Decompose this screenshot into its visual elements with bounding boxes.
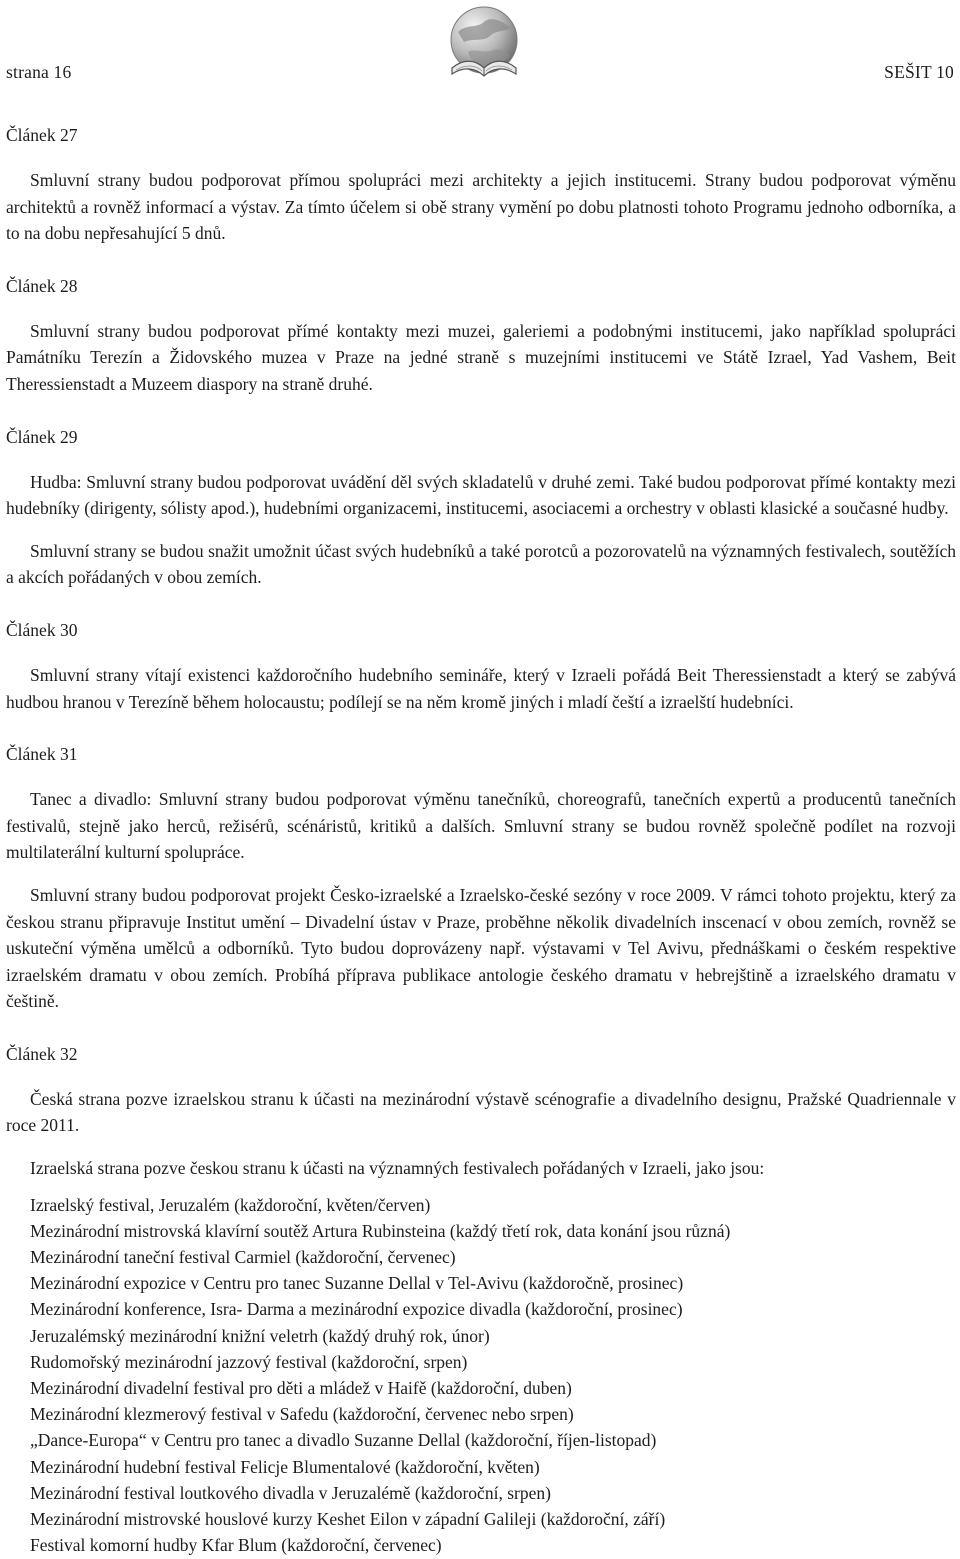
- article-31: [6, 741, 956, 1015]
- list-item: Mezinárodní klezmerový festival v Safedu (každoroční, červenec nebo srpen): [30, 1404, 574, 1425]
- list-item: Jeruzalémský mezinárodní knižní veletrh (každý druhý rok, únor): [30, 1325, 490, 1346]
- article-paragraph: Česká strana pozve izraelskou stranu k účasti na mezinárodní výstavě scénografie a divadelního designu, Pražské Quadriennale v roce 2011.: [6, 1088, 956, 1136]
- article-paragraph: Smluvní strany vítají existenci každoročního hudebního semináře, který v Izraeli pořádá Beit Theressienstadt a který se zabývá hudbou hranou v Terezíně během holocaustu; podílejí se na něm kromě jiných i mladí čeští a izraelští hudebníci.: [6, 664, 956, 712]
- list-item: Rudomořský mezinárodní jazzový festival (každoroční, srpen): [30, 1351, 468, 1372]
- article-paragraph: Hudba: Smluvní strany budou podporovat uvádění děl svých skladatelů v druhé zemi. Také budou podporovat přímé kontakty mezi hudebníky (dirigenty, sólisty apod.), hudebními organizacemi, institucemi, asociacemi a orchestry v oblasti klasické a současné hudby.: [6, 471, 956, 519]
- issue-label: SEŠIT 10: [884, 62, 954, 82]
- article-paragraph: Smluvní strany budou podporovat přímou spolupráci mezi architekty a jejich institucemi. Strany budou podporovat výměnu architektů a rovněž informací a výstav. Za tímto účelem si obě strany vymění po dobu platnosti tohoto Programu jednoho odborníka, a to na dobu nepřesahující 5 dnů.: [6, 170, 956, 244]
- article-heading: Článek 27: [6, 125, 78, 145]
- article-32: [6, 1041, 956, 1559]
- article-heading: Článek 31: [6, 744, 78, 765]
- list-item: Izraelský festival, Jeruzalém (každoroční, květen/červen): [30, 1194, 431, 1215]
- list-item: Mezinárodní divadelní festival pro děti a mládež v Haifě (každoroční, duben): [30, 1378, 572, 1399]
- globe-book-icon: [444, 2, 524, 84]
- article-paragraph: Tanec a divadlo: Smluvní strany budou podporovat výměnu tanečníků, choreografů, tanečních expertů a producentů tanečních festivalů, stejně jako herců, režisérů, scénáristů, kritiků a dalších. Smluvní strany se budou rovněž společně podílet na rozvoji multilaterální kulturní spolupráce.: [6, 789, 956, 863]
- document-body: [6, 122, 956, 1559]
- article-paragraph: Smluvní strany budou podporovat přímé kontakty mezi muzei, galeriemi a podobnými institucemi, jako například spolupráci Památníku Terezín a Židovského muzea v Praze na jedné straně s muzejními institucemi ve Státě Izrael, Yad Vashem, Beit Theressienstadt a Muzeem diaspory na straně druhé.: [6, 320, 956, 394]
- article-27: [6, 122, 956, 247]
- list-item: „Dance-Europa“ v Centru pro tanec a divadlo Suzanne Dellal (každoroční, říjen-listopad): [30, 1430, 657, 1451]
- list-item: Mezinárodní taneční festival Carmiel (každoroční, červenec): [30, 1247, 456, 1268]
- list-item: Mezinárodní mistrovské houslové kurzy Keshet Eilon v západní Galileji (každoroční, září): [30, 1509, 666, 1530]
- page-number: strana 16: [6, 62, 72, 82]
- list-item: Mezinárodní expozice v Centru pro tanec Suzanne Dellal v Tel-Avivu (každoročně, prosinec): [30, 1273, 684, 1294]
- article-paragraph: Izraelská strana pozve českou stranu k účasti na významných festivalech pořádaných v Izraeli, jako jsou:: [30, 1158, 765, 1179]
- list-item: Mezinárodní festival loutkového divadla v Jeruzalémě (každoroční, srpen): [30, 1482, 551, 1503]
- list-item: Mezinárodní hudební festival Felicje Blumentalové (každoroční, květen): [30, 1456, 540, 1477]
- list-item: Festival komorní hudby Kfar Blum (každoroční, červenec): [30, 1535, 442, 1556]
- article-heading: Článek 30: [6, 619, 78, 640]
- article-paragraph: Smluvní strany se budou snažit umožnit účast svých hudebníků a také porotců a pozorovatelů na významných festivalech, soutěžích a akcích pořádaných v obou zemích.: [6, 540, 956, 588]
- article-heading: Článek 32: [6, 1043, 78, 1064]
- article-heading: Článek 28: [6, 275, 78, 296]
- article-heading: Článek 29: [6, 426, 78, 447]
- article-paragraph: Smluvní strany budou podporovat projekt Česko-izraelské a Izraelsko-české sezóny v roce 2009. V rámci tohoto projektu, který za českou stranu připravuje Institut umění – Divadelní ústav v Praze, proběhne několik divadelních inscenací v obou zemích, rovněž se uskuteční výměna umělců a odborníků. Tyto budou doprovázeny např. výstavami v Tel Avivu, přednáškami o českém respektive izraelském dramatu v obou zemích. Probíhá příprava publikace antologie českého dramatu v hebrejštině a izraelského dramatu v češtině.: [6, 884, 956, 1012]
- festival-list: [30, 1192, 956, 1559]
- article-28: [6, 273, 956, 398]
- list-item: Mezinárodní konference, Isra- Darma a mezinárodní expozice divadla (každoroční, prosinec): [30, 1299, 683, 1320]
- list-item: Mezinárodní mistrovská klavírní soutěž Artura Rubinsteina (každý třetí rok, data konání jsou různá): [30, 1220, 731, 1241]
- article-29: [6, 424, 956, 591]
- article-30: [6, 617, 956, 715]
